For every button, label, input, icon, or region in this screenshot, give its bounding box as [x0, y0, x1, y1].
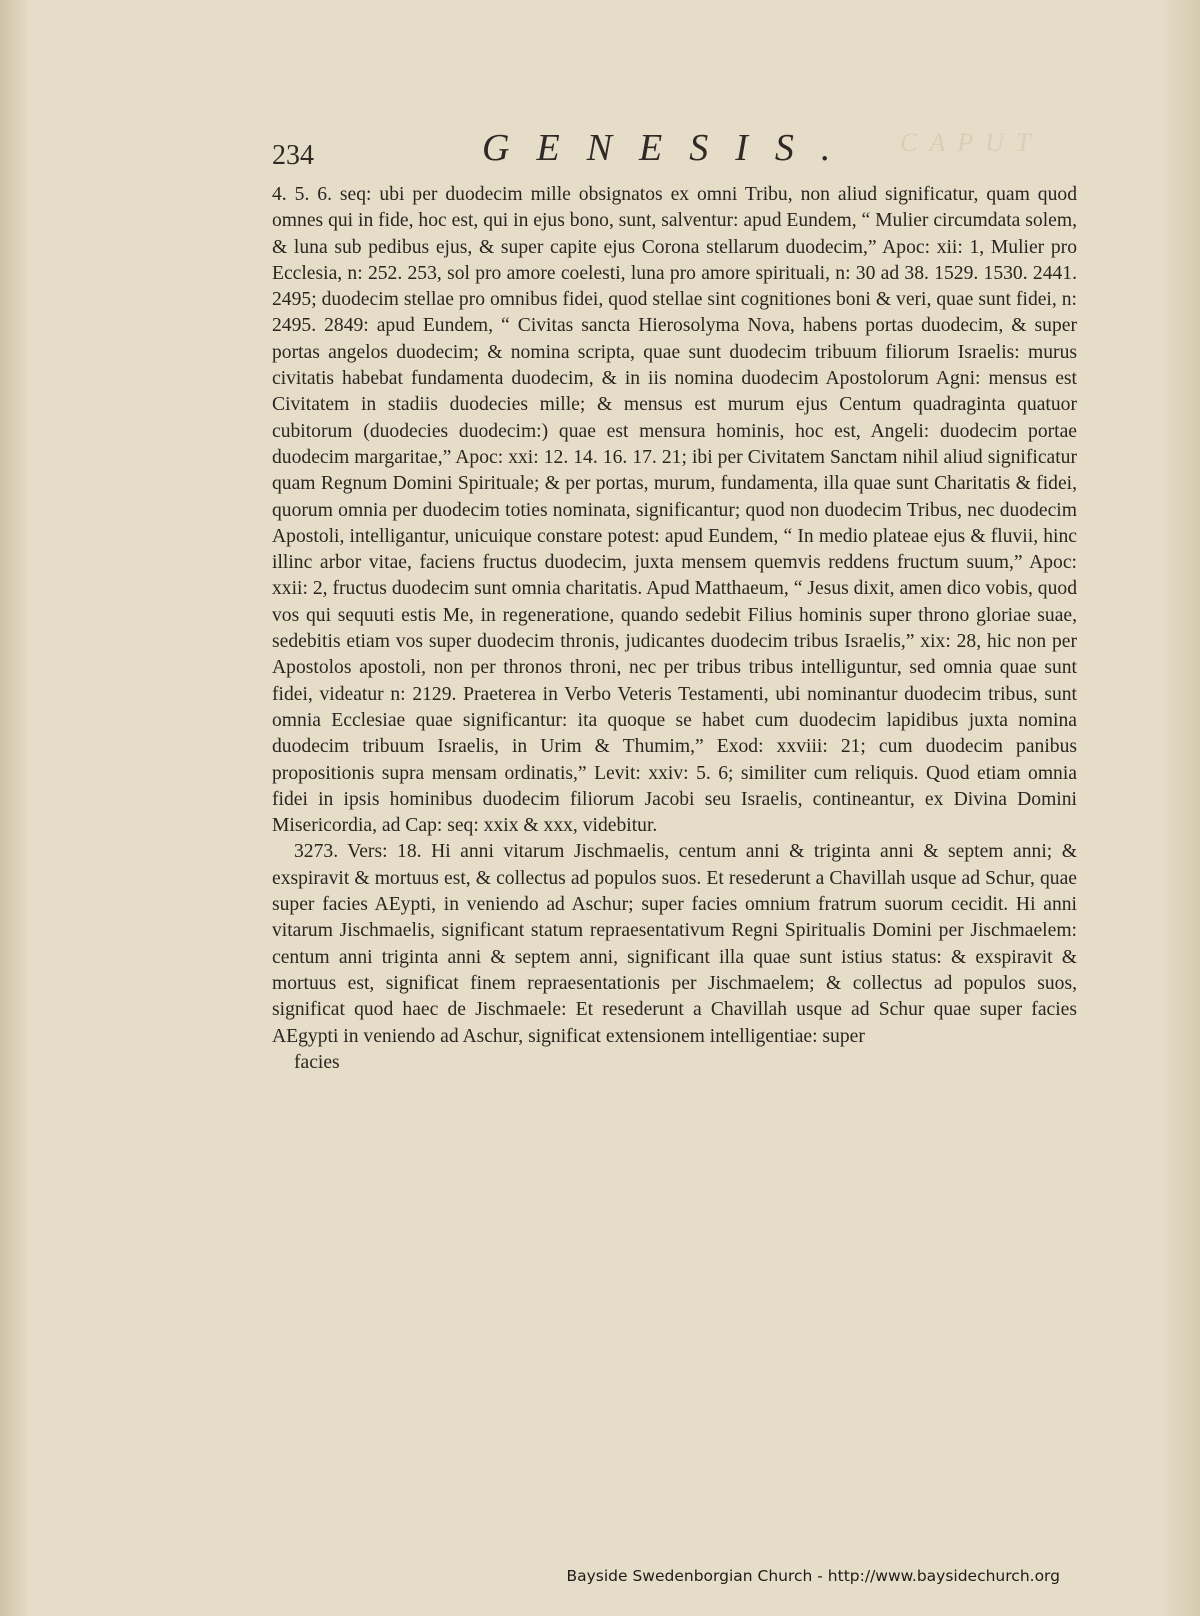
- catchword: facies: [294, 1051, 340, 1073]
- page-edge-shadow: [1160, 0, 1200, 1616]
- paragraph-3273: 3273. Vers: 18. Hi anni vitarum Jischmaelis, centum anni & triginta anni & septem anni; & exspiravit & mortuus est, & collectus ad populos suos. Et resederunt a Chavillah usque ad Schur, quae super facies AEypti, in veniendo ad Aschur; super facies omnium fratrum suorum cecidit. Hi anni vitarum Jischmaelis, significant statum repraesentativum Regni Spiritualis Domini per Jischmaelem: centum anni triginta anni & septem anni, significant illa quae sunt istius status: & exspiravit & mortuus est, significat finem repraesentationis per Jischmaelem; & collectus ad populos suos, significat quod haec de Jischmaele: Et resederunt a Chavillah usque ad Schur quae super facies AEgypti in veniendo ad Aschur, significat extensionem intelligentiae: super: [272, 841, 1077, 1047]
- footer-credit: Bayside Swedenborgian Church - http://www.baysidechurch.org: [566, 1567, 1060, 1585]
- paragraph-continued: 4. 5. 6. seq: ubi per duodecim mille obsignatos ex omni Tribu, non aliud significatur, quam quod omnes qui in fide, hoc est, qui in ejus bono, sunt, salventur: apud Eundem, “ Mulier circumdata solem, & luna sub pedibus ejus, & super capite ejus Corona stellarum duodecim,” Apoc: xii: 1, Mulier pro Ecclesia, n: 252. 253, sol pro amore coelesti, luna pro amore spirituali, n: 30 ad 38. 1529. 1530. 2441. 2495; duodecim stellae pro omnibus fidei, quod stellae sint cognitiones boni & veri, quae sunt fidei, n: 2495. 2849: apud Eundem, “ Civitas sancta Hierosolyma Nova, habens portas duodecim, & super portas angelos duodecim; & nomina scripta, quae sunt duodecim tribuum filiorum Israelis: murus civitatis habebat fundamenta duodecim, & in iis nomina duodecim Apostolorum Agni: mensus est Civitatem in stadiis duodecies mille; & mensus est murum ejus Centum quadraginta quatuor cubitorum (duodecies duodecim:) quae est mensura hominis, hoc est, Angeli: duodecim portae duodecim margaritae,” Apoc: xxi: 12. 14. 16. 17. 21; ibi per Civitatem Sanctam nihil aliud significatur quam Regnum Domini Spirituale; & per portas, murum, fundamenta, illa quae sunt Charitatis & fidei, quorum omnia per duodecim toties nominata, significantur; quod non duodecim Tribus, nec duodecim Apostoli, intelligantur, unicuique constare potest: apud Eundem, “ In medio plateae ejus & fluvii, hinc illinc arbor vitae, faciens fructus duodecim, juxta mensem quemvis reddens fructum suum,” Apoc: xxii: 2, fructus duodecim sunt omnia charitatis. Apud Matthaeum, “ Jesus dixit, amen dico vobis, quod vos qui sequuti estis Me, in regeneratione, quando sedebit Filius hominis super throno gloriae suae, sedebitis etiam vos super duodecim thronis, judicantes duodecim tribus Israelis,” xix: 28, hic non per Apostolos apostoli, non per thronos throni, nec per tribus tribus intelliguntur, sed omnia quae sunt fidei, videatur n: 2129. Praeterea in Verbo Veteris Testamenti, ubi nominantur duodecim tribus, sunt omnia Ecclesiae quae significantur: ita quoque se habet cum duodecim lapidibus juxta nomina duodecim tribuum Israelis, in Urim & Thumim,” Exod: xxviii: 21; cum duodecim panibus propositionis supra mensam ordinatis,” Levit: xxiv: 5. 6; similiter cum reliquis. Quod etiam omnia fidei in ipsis hominibus duodecim filiorum Jacobi seu Israelis, contineantur, ex Divina Domini Misericordia, ad Cap: seq: xxix & xxx, videbitur.: [272, 184, 1077, 837]
- body-text: [272, 182, 1077, 1076]
- running-head: GENESIS.: [482, 127, 858, 169]
- page-header: [272, 126, 1092, 176]
- show-through-text: CAPUT: [900, 128, 1043, 157]
- page-number: 234: [272, 140, 314, 171]
- page-gutter-shadow: [0, 0, 26, 1616]
